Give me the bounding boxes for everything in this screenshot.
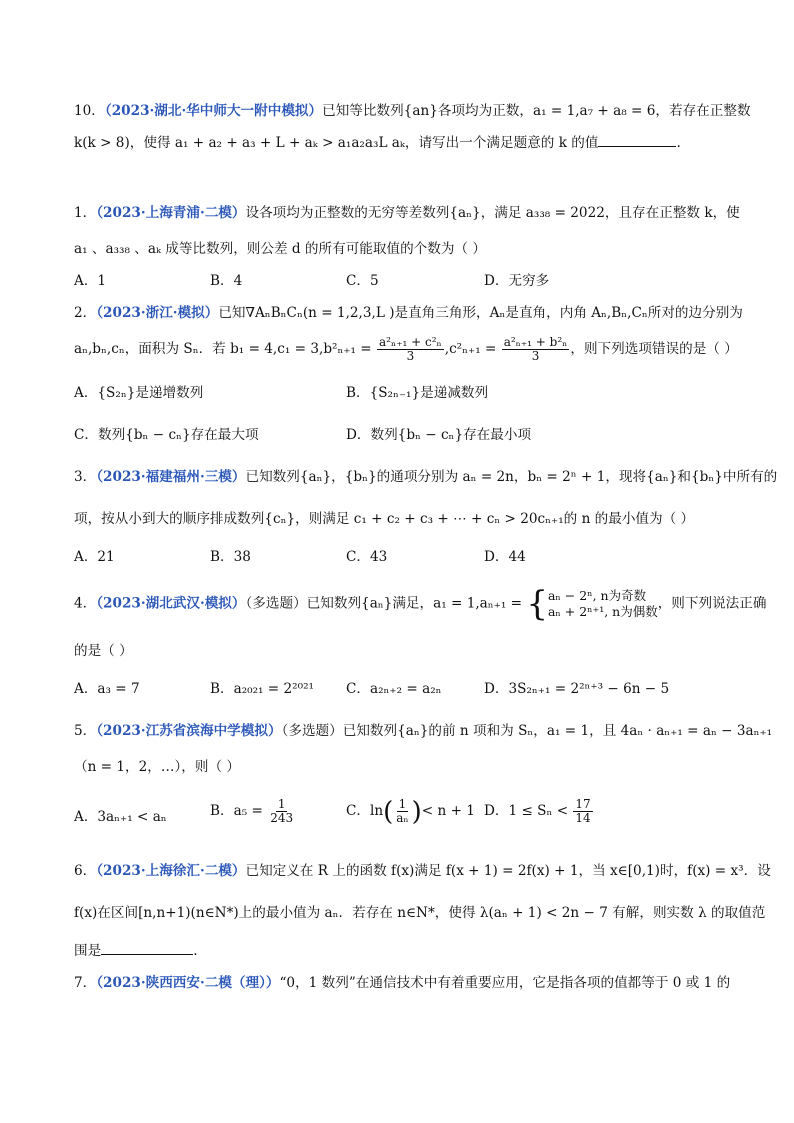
question-5-line-2: （n = 1，2，…），则（ ） (74, 759, 240, 775)
option-c: C．5 (346, 273, 379, 289)
question-text: 围是 (74, 943, 102, 959)
question-number: 7． (74, 975, 97, 991)
question-7-line-1 (74, 974, 730, 992)
piecewise-cases (548, 588, 658, 620)
fraction (377, 336, 444, 363)
question-text: （多选题）已知数列{aₙ}满足，a₁ = 1,aₙ₊₁ = (245, 595, 522, 612)
question-number: 4． (74, 595, 97, 612)
question-4-line-1 (74, 584, 767, 624)
question-10-line-1 (74, 102, 751, 120)
option-b: B．{S₂ₙ₋₁}是递减数列 (346, 385, 489, 401)
option-text: C．ln (346, 803, 384, 819)
question-source: （2023·浙江·模拟） (96, 305, 219, 321)
answer-blank[interactable] (598, 134, 676, 147)
fraction-denominator: 3 (406, 349, 415, 363)
question-2-line-1 (74, 304, 743, 322)
brace-glyph: { (526, 584, 548, 624)
option-a: A．{S₂ₙ}是递增数列 (74, 385, 204, 401)
left-paren: ( (383, 796, 394, 827)
answer-blank[interactable] (101, 942, 193, 955)
question-text: aₙ,bₙ,cₙ，面积为 Sₙ．若 b₁ = 4,c₁ = 3,b²ₙ₊₁ = (74, 341, 372, 357)
question-text: ，则下列选项错误的是（ ） (570, 341, 738, 357)
question-6-line-1 (74, 862, 771, 880)
question-source: （2023·陕西西安·二模（理）） (96, 975, 280, 991)
option-b: B．4 (210, 273, 243, 289)
option-text: B．a₅ = (210, 803, 263, 819)
option-a: A．21 (74, 549, 115, 565)
question-text: “0，1 数列”在通信技术中有着重要应用，它是指各项的值都等于 0 或 1 的 (279, 975, 731, 991)
question-number: 3． (74, 469, 97, 485)
option-d: D．数列{bₙ − cₙ}存在最小项 (346, 427, 532, 443)
option-c (346, 798, 475, 825)
option-b (210, 798, 296, 825)
question-text: 已知定义在 R 上的函数 f(x)满足 f(x + 1) = 2f(x) + 1，当 x∈[0,1)时，f(x) = x³．设 (245, 863, 771, 879)
case-odd: aₙ − 2ⁿ, n为奇数 (547, 588, 647, 603)
option-b: B．a₂₀₂₁ = 2²⁰²¹ (210, 681, 314, 697)
question-text: （多选题）已知数列{aₙ}的前 n 项和为 Sₙ，a₁ = 1，且 4aₙ · aₙ₊₁ = aₙ − 3aₙ₊₁ (281, 723, 773, 739)
fraction-numerator: 1 (398, 797, 407, 811)
piecewise-definition (526, 584, 658, 624)
option-text: D．1 ≤ Sₙ < (484, 803, 569, 819)
question-text: . (676, 135, 681, 151)
option-d: D．无穷多 (484, 273, 550, 289)
question-3-line-2: 项，按从小到大的顺序排成数列{cₙ}，则满足 c₁ + c₂ + c₃ + ⋯ + cₙ > 20cₙ₊₁的 n 的最小值为（ ） (74, 511, 695, 527)
question-source: （2023·湖北武汉·模拟） (96, 595, 246, 612)
question-source: （2023·江苏省滨海中学模拟） (96, 723, 282, 739)
case-even: aₙ + 2ⁿ⁺¹, n为偶数 (547, 604, 658, 619)
question-text: ，则下列说法正确 (657, 595, 767, 612)
question-source: （2023·上海徐汇·二模） (96, 863, 246, 879)
option-d (484, 798, 594, 825)
question-text: k(k > 8)，使得 a₁ + a₂ + a₃ + L + aₖ > a₁a₂a₃L aₖ，请写出一个满足题意的 k 的值 (74, 135, 599, 151)
fraction (573, 798, 592, 825)
fraction (268, 798, 295, 825)
option-d: D．3S₂ₙ₊₁ = 2²ⁿ⁺³ − 6n − 5 (484, 681, 670, 697)
question-number: 6． (74, 863, 97, 879)
question-number: 2． (74, 305, 97, 321)
fraction-numerator: 1 (277, 797, 286, 811)
question-6-line-3 (74, 942, 198, 960)
question-number: 5． (74, 723, 97, 739)
option-a: A．3aₙ₊₁ < aₙ (74, 809, 167, 825)
option-a: A．a₃ = 7 (74, 681, 140, 697)
paren-group (383, 798, 422, 825)
question-6-line-2: f(x)在区间[n,n+1)(n∈N*)上的最小值为 aₙ．若存在 n∈N*，使得 λ(aₙ + 1) < 2n − 7 有解，则实数 λ 的取值范 (74, 905, 766, 921)
question-source: （2023·上海青浦·二模） (96, 205, 246, 221)
option-c: C．数列{bₙ − cₙ}存在最大项 (74, 427, 259, 443)
fraction-numerator: 17 (575, 797, 591, 811)
question-1-line-1 (74, 204, 740, 222)
option-d: D．44 (484, 549, 526, 565)
fraction-denominator: 3 (531, 349, 540, 363)
fraction (394, 798, 410, 825)
option-a: A．1 (74, 273, 107, 289)
question-text: ,c²ₙ₊₁ = (444, 341, 497, 357)
question-source: （2023·福建福州·三模） (96, 469, 246, 485)
question-3-line-1 (74, 468, 777, 486)
question-4-line-2: 的是（ ） (74, 643, 133, 659)
fraction-denominator: aₙ (396, 811, 409, 825)
question-text: 已知等比数列{an}各项均为正数，a₁ = 1,a₇ + a₈ = 6，若存在正整数 (322, 103, 751, 119)
question-text: 设各项均为正整数的无穷等差数列{aₙ}，满足 a₃₃₈ = 2022，且存在正整数 k，使 (245, 205, 740, 221)
option-c: C．a₂ₙ₊₂ = a₂ₙ (346, 681, 442, 697)
question-2-line-2 (74, 336, 738, 363)
question-10-line-2 (74, 134, 681, 152)
fraction-denominator: 243 (270, 811, 294, 825)
option-text: < n + 1 (421, 803, 475, 819)
question-text: 已知∇AₙBₙCₙ(n = 1,2,3,L )是直角三角形，Aₙ是直角，内角 Aₙ,Bₙ,Cₙ所对的边分别为 (218, 305, 743, 321)
question-5-line-1 (74, 722, 772, 740)
question-text: 已知数列{aₙ}，{bₙ}的通项分别为 aₙ = 2n，bₙ = 2ⁿ + 1，现将{aₙ}和{bₙ}中所有的 (245, 469, 778, 485)
question-source: （2023·湖北·华中师大一附中模拟） (104, 103, 323, 119)
fraction-numerator: a²ₙ₊₁ + b²ₙ (503, 335, 568, 349)
right-paren: ) (411, 796, 422, 827)
option-b: B．38 (210, 549, 251, 565)
fraction (502, 336, 570, 363)
question-1-line-2: a₁ 、a₃₃₈ 、aₖ 成等比数列，则公差 d 的所有可能取值的个数为（ ） (74, 241, 486, 257)
question-number: 1． (74, 205, 97, 221)
option-c: C．43 (346, 549, 388, 565)
fraction-numerator: a²ₙ₊₁ + c²ₙ (379, 335, 442, 349)
question-number: 10． (74, 103, 105, 119)
fraction-denominator: 14 (575, 811, 591, 825)
question-text: . (193, 943, 198, 959)
